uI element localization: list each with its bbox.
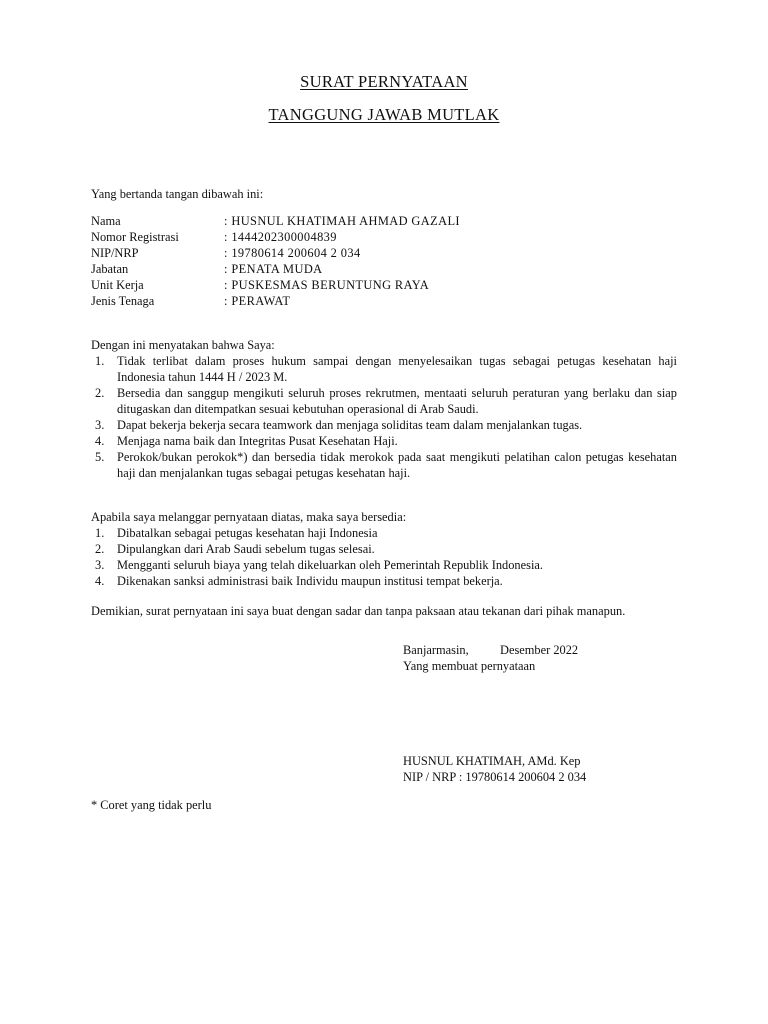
list-text: Tidak terlibat dalam proses hukum sampai dengan menyelesaikan tugas sebagai petugas kesehatan haji Indonesia tahun 1444 H / 2023 M. xyxy=(117,354,677,384)
consequences-list xyxy=(91,525,677,589)
identity-value: : HUSNUL KHATIMAH AHMAD GAZALI xyxy=(224,214,460,228)
list-item xyxy=(91,557,677,573)
list-item xyxy=(91,573,677,589)
identity-label: Nama xyxy=(91,214,121,228)
list-item xyxy=(91,417,677,433)
declaration-list xyxy=(91,353,677,481)
list-number: 3. xyxy=(95,418,105,432)
signature-maker-label: Yang membuat pernyataan xyxy=(403,659,536,673)
document-title: SURAT PERNYATAAN xyxy=(300,72,468,91)
list-number: 4. xyxy=(95,434,105,448)
identity-label: Jenis Tenaga xyxy=(91,294,155,308)
list-text: Bersedia dan sanggup mengikuti seluruh proses rekrutmen, mentaati seluruh peraturan yang berlaku dan siap ditugaskan dan ditempatkan sesuai kebutuhan operasional di Arab Saudi. xyxy=(117,386,677,416)
identity-row-unit xyxy=(91,277,460,293)
list-item xyxy=(91,541,677,557)
identity-label: Unit Kerja xyxy=(91,278,144,292)
list-text: Mengganti seluruh biaya yang telah dikeluarkan oleh Pemerintah Republik Indonesia. xyxy=(117,558,543,572)
list-number: 1. xyxy=(95,354,105,368)
signature-place-date xyxy=(403,642,578,658)
closing-statement: Demikian, surat pernyataan ini saya buat dengan sadar dan tanpa paksaan atau tekanan dari pihak manapun. xyxy=(91,604,626,618)
list-number: 2. xyxy=(95,542,105,556)
document-subtitle: TANGGUNG JAWAB MUTLAK xyxy=(268,105,500,124)
list-text: Perokok/bukan perokok*) dan bersedia tidak merokok pada saat mengikuti pelatihan calon petugas kesehatan haji dan menjalankan tugas sebagai petugas kesehatan haji. xyxy=(117,450,677,480)
identity-row-name xyxy=(91,213,460,229)
list-number: 4. xyxy=(95,574,105,588)
list-text: Dikenakan sanksi administrasi baik Individu maupun institusi tempat bekerja. xyxy=(117,574,503,588)
identity-value: : PUSKESMAS BERUNTUNG RAYA xyxy=(224,278,430,292)
declaration-lead: Dengan ini menyatakan bahwa Saya: xyxy=(91,338,275,352)
signature-city: Banjarmasin, xyxy=(403,643,469,657)
identity-row-registration xyxy=(91,229,460,245)
list-number: 2. xyxy=(95,386,105,400)
intro-text: Yang bertanda tangan dibawah ini: xyxy=(91,187,264,201)
list-text: Dipulangkan dari Arab Saudi sebelum tugas selesai. xyxy=(117,542,375,556)
identity-value: : 19780614 200604 2 034 xyxy=(224,246,361,260)
signatory-name: HUSNUL KHATIMAH, AMd. Kep xyxy=(403,754,581,768)
identity-value: : 1444202300004839 xyxy=(224,230,337,244)
identity-value: : PENATA MUDA xyxy=(224,262,323,276)
list-text: Dibatalkan sebagai petugas kesehatan haji Indonesia xyxy=(117,526,378,540)
footnote: * Coret yang tidak perlu xyxy=(91,798,212,812)
list-text: Menjaga nama baik dan Integritas Pusat Kesehatan Haji. xyxy=(117,434,398,448)
list-number: 3. xyxy=(95,558,105,572)
list-item xyxy=(91,449,677,481)
identity-value: : PERAWAT xyxy=(224,294,291,308)
list-item xyxy=(91,433,677,449)
list-number: 5. xyxy=(95,450,105,464)
list-item xyxy=(91,353,677,385)
identity-row-nip xyxy=(91,245,460,261)
identity-label: Jabatan xyxy=(91,262,129,276)
list-item xyxy=(91,385,677,417)
list-text: Dapat bekerja bekerja secara teamwork dan menjaga soliditas team dalam menjalankan tugas. xyxy=(117,418,583,432)
identity-label: Nomor Registrasi xyxy=(91,230,179,244)
identity-row-position xyxy=(91,261,460,277)
signatory-nip: NIP / NRP : 19780614 200604 2 034 xyxy=(403,770,587,784)
consequences-lead: Apabila saya melanggar pernyataan diatas, maka saya bersedia: xyxy=(91,510,407,524)
signature-date: Desember 2022 xyxy=(500,643,579,657)
list-number: 1. xyxy=(95,526,105,540)
list-item xyxy=(91,525,677,541)
identity-table xyxy=(91,213,460,309)
identity-label: NIP/NRP xyxy=(91,246,139,260)
identity-row-type xyxy=(91,293,460,309)
